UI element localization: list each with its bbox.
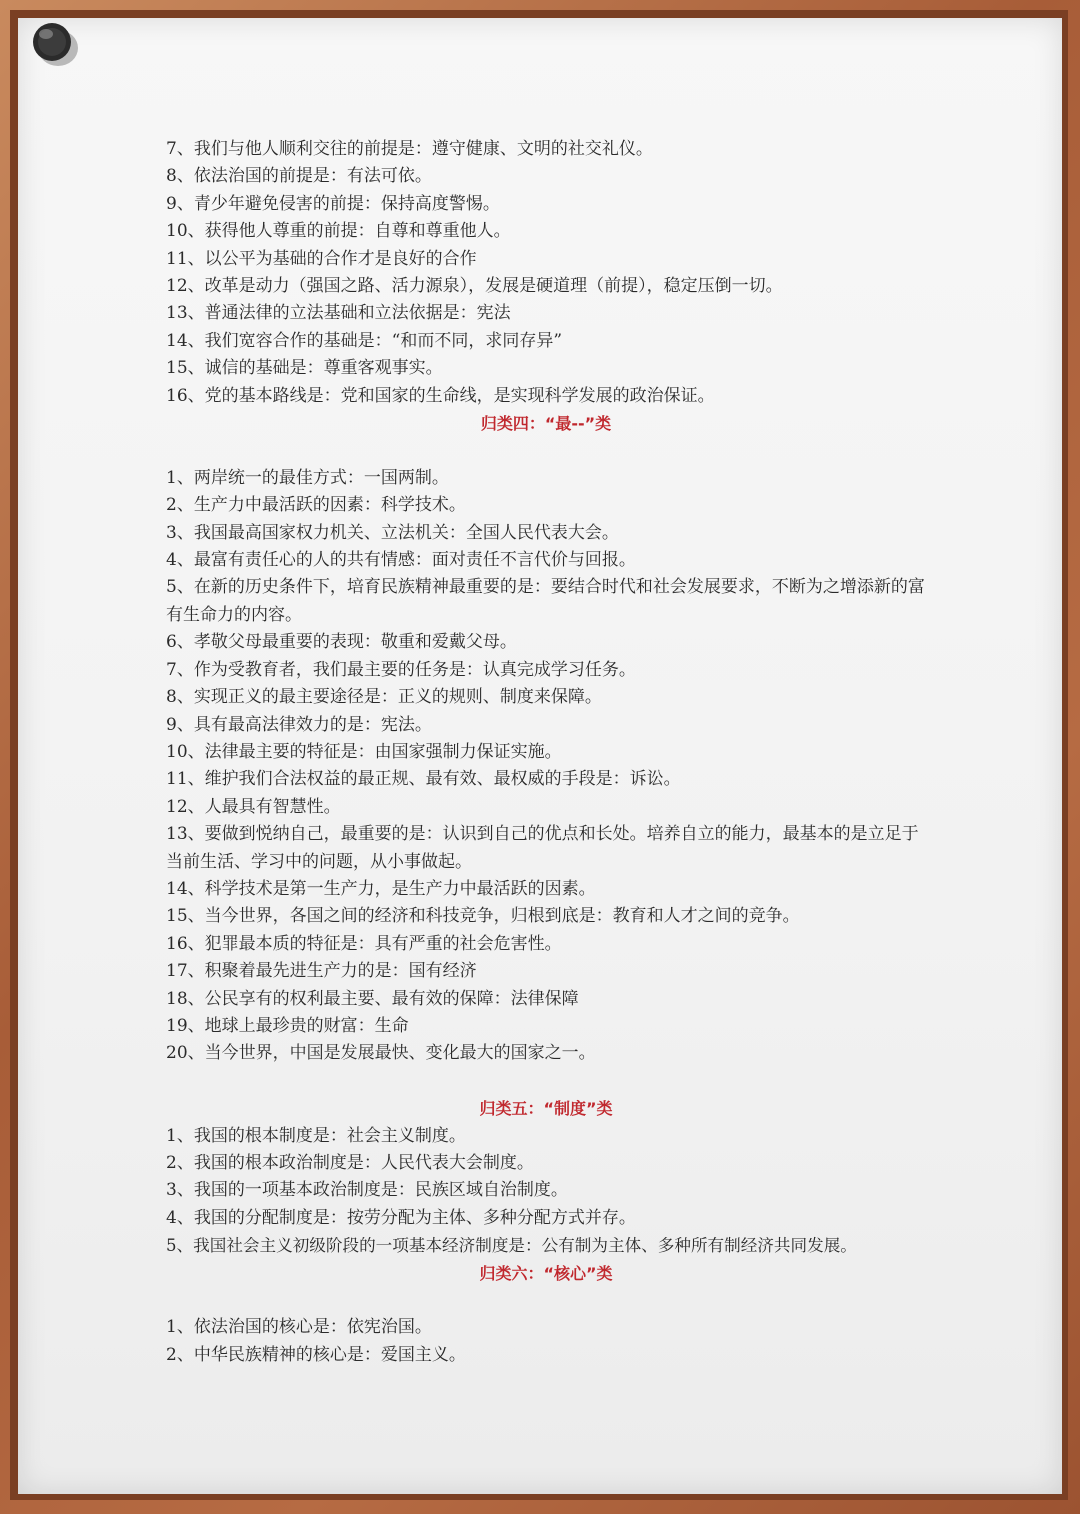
section5-heading: 归类五：“制度”类: [479, 1099, 613, 1119]
list-item: 8、实现正义的最主要途径是：正义的规则、制度来保障。: [166, 687, 602, 708]
list-item: 12、人最具有智慧性。: [166, 796, 341, 817]
spacer: [166, 1287, 926, 1314]
list-item: 16、犯罪最本质的特征是：具有严重的社会危害性。: [166, 933, 562, 954]
list-item: 3、我国的一项基本政治制度是：民族区域自治制度。: [166, 1180, 568, 1201]
list-item: 1、我国的根本制度是：社会主义制度。: [166, 1125, 466, 1146]
list-item: 3、我国最高国家权力机关、立法机关：全国人民代表大会。: [166, 522, 619, 543]
list-item: 14、科学技术是第一生产力，是生产力中最活跃的因素。: [166, 878, 596, 899]
list-item: 17、积聚着最先进生产力的是：国有经济: [166, 961, 477, 982]
list-item: 11、以公平为基础的合作才是良好的合作: [166, 248, 477, 269]
list-item: 6、孝敬父母最重要的表现：敬重和爱戴父母。: [166, 632, 517, 653]
list-item: 15、当今世界，各国之间的经济和科技竞争，归根到底是：教育和人才之间的竞争。: [166, 906, 800, 927]
list-item: 4、最富有责任心的人的共有情感：面对责任不言代价与回报。: [166, 550, 636, 571]
list-item: 11、维护我们合法权益的最正规、最有效、最权威的手段是：诉讼。: [166, 769, 681, 790]
list-item: 14、我们宽容合作的基础是：“和而不同，求同存异”: [166, 330, 563, 351]
list-item: 2、生产力中最活跃的因素：科学技术。: [166, 495, 466, 516]
spacer: [166, 1068, 926, 1095]
list-item: 10、法律最主要的特征是：由国家强制力保证实施。: [166, 741, 562, 762]
list-item: 4、我国的分配制度是：按劳分配为主体、多种分配方式并存。: [166, 1207, 636, 1228]
list-item: 2、我国的根本政治制度是：人民代表大会制度。: [166, 1153, 534, 1173]
list-item: 13、普通法律的立法基础和立法依据是：宪法: [166, 303, 511, 324]
list-item: 12、改革是动力（强国之路、活力源泉），发展是硬道理（前提），稳定压倒一切。: [166, 276, 783, 297]
list-item: 19、地球上最珍贵的财富：生命: [166, 1015, 409, 1036]
list-item: 20、当今世界，中国是发展最快、变化最大的国家之一。: [166, 1043, 596, 1064]
list-item: 1、依法治国的核心是：依宪治国。: [166, 1317, 432, 1338]
section3-list: [166, 136, 926, 410]
spacer: [166, 437, 926, 464]
list-item: 5、我国社会主义初级阶段的一项基本经济制度是：公有制为主体、多种所有制经济共同发展。: [166, 1236, 857, 1256]
list-item: 10、获得他人尊重的前提：自尊和尊重他人。: [166, 221, 511, 242]
list-item: 7、作为受教育者，我们最主要的任务是：认真完成学习任务。: [166, 659, 636, 680]
pushpin-icon: [30, 18, 80, 70]
list-item: 16、党的基本路线是：党和国家的生命线，是实现科学发展的政治保证。: [166, 385, 715, 406]
list-item: 18、公民享有的权利最主要、最有效的保障：法律保障: [166, 988, 579, 1009]
list-item: 15、诚信的基础是：尊重客观事实。: [166, 358, 443, 379]
section4-list: [166, 465, 926, 1068]
list-item: 9、具有最高法律效力的是：宪法。: [166, 714, 432, 735]
list-item: 5、在新的历史条件下，培育民族精神最重要的是：要结合时代和社会发展要求，不断为之增添新的富有生命力的内容。: [166, 577, 925, 625]
list-item: 2、中华民族精神的核心是：爱国主义。: [166, 1344, 466, 1365]
list-item: 7、我们与他人顺利交往的前提是：遵守健康、文明的社交礼仪。: [166, 139, 653, 159]
section4-heading: 归类四：“最--”类: [480, 414, 612, 434]
list-item: 8、依法治国的前提是：有法可依。: [166, 166, 432, 187]
section6-list: [166, 1314, 926, 1369]
list-item: 1、两岸统一的最佳方式：一国两制。: [166, 467, 449, 488]
list-item: 9、青少年避免侵害的前提：保持高度警惕。: [166, 193, 500, 214]
section6-heading: 归类六：“核心”类: [479, 1263, 613, 1283]
document-body: [166, 136, 926, 1369]
section5-list: [166, 1123, 926, 1260]
list-item: 13、要做到悦纳自己，最重要的是：认识到自己的优点和长处。培养自立的能力，最基本的是立足于当前生活、学习中的问题，从小事做起。: [166, 824, 919, 872]
